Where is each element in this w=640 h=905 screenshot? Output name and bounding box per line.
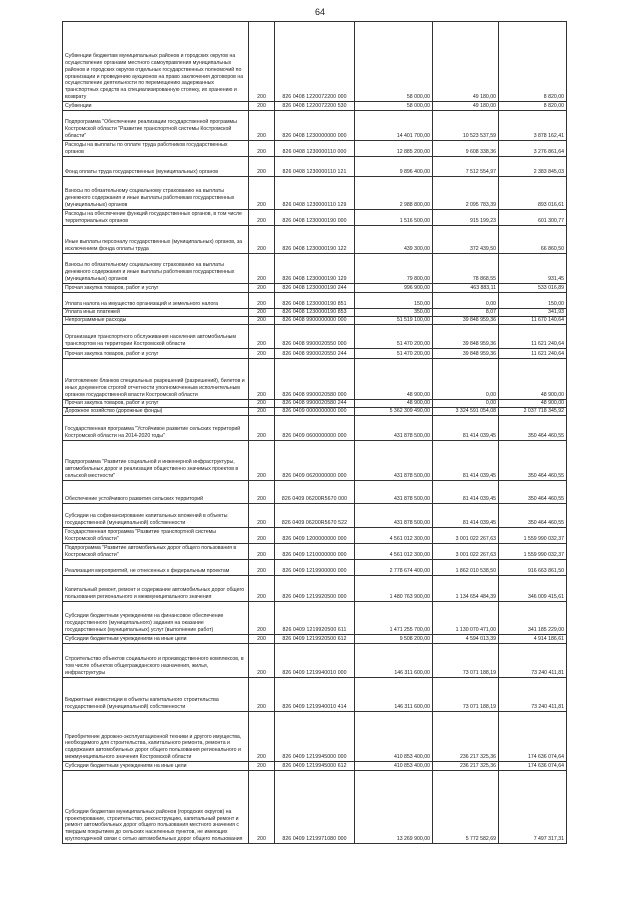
row-budget-code-cell: 826 0408 1230000190 244 [275, 284, 355, 293]
row-name-cell: Изготовление бланков специальных разрешений (разрешений), билетов и иных документов строгой отчетности уполномоченным исполнительным органом государственной власти Костромской области [63, 359, 249, 400]
row-line-code-cell: 200 [249, 309, 275, 317]
row-executed-cell: 9 608 338,36 [433, 141, 499, 157]
row-budget-code-cell: 826 0408 1230000110 121 [275, 157, 355, 177]
budget-table [62, 21, 567, 844]
table-row [63, 771, 567, 844]
row-approved-cell: 5 362 309 490,00 [355, 408, 433, 416]
row-approved-cell: 4 561 012 300,00 [355, 528, 433, 544]
row-budget-code-cell: 826 0409 1219920500 611 [275, 602, 355, 635]
row-unexecuted-cell: 2 037 718 345,92 [499, 408, 567, 416]
row-executed-cell: 3 001 022 267,63 [433, 544, 499, 560]
table-row [63, 635, 567, 644]
row-approved-cell: 410 853 400,00 [355, 712, 433, 762]
row-unexecuted-cell: 931,45 [499, 254, 567, 284]
row-budget-code-cell: 826 0409 0000000000 000 [275, 408, 355, 416]
row-executed-cell: 81 414 039,45 [433, 416, 499, 441]
table-row [63, 416, 567, 441]
row-line-code-cell: 200 [249, 602, 275, 635]
row-approved-cell: 9 896 400,00 [355, 157, 433, 177]
table-row [63, 111, 567, 141]
table-row [63, 141, 567, 157]
row-name-cell: Субсидии бюджетным учреждениям на иные цели [63, 635, 249, 644]
row-executed-cell: 5 772 582,69 [433, 771, 499, 844]
row-approved-cell: 13 269 900,00 [355, 771, 433, 844]
row-budget-code-cell: 826 0409 0600000000 000 [275, 416, 355, 441]
row-line-code-cell: 200 [249, 576, 275, 602]
row-name-cell: Взносы по обязательному социальному страхованию на выплаты денежного содержания и иные выплаты работникам государственных (муниципальных) органов [63, 177, 249, 210]
row-approved-cell: 48 900,00 [355, 400, 433, 408]
row-executed-cell: 49 180,00 [433, 22, 499, 102]
row-budget-code-cell: 826 0408 1220072200 530 [275, 102, 355, 111]
row-budget-code-cell: 826 0408 9900020550 000 [275, 325, 355, 349]
row-executed-cell: 73 071 188,19 [433, 678, 499, 712]
row-name-cell: Строительство объектов социального и производственного комплексов, в том числе объектов общегражданского назначения, жилья, инфраструктуры [63, 644, 249, 678]
table-row [63, 177, 567, 210]
row-budget-code-cell: 826 0409 0620000000 000 [275, 441, 355, 481]
row-line-code-cell: 200 [249, 408, 275, 416]
table-row [63, 359, 567, 400]
table-row [63, 157, 567, 177]
row-unexecuted-cell: 66 860,50 [499, 226, 567, 254]
table-row [63, 678, 567, 712]
row-name-cell: Субсидии на софинансирование капитальных вложений в объекты государственной (муниципальной) собственности [63, 504, 249, 528]
table-row [63, 284, 567, 293]
row-unexecuted-cell: 341,93 [499, 309, 567, 317]
row-line-code-cell: 200 [249, 102, 275, 111]
row-line-code-cell: 200 [249, 141, 275, 157]
row-budget-code-cell: 826 0408 9900020580 000 [275, 359, 355, 400]
row-approved-cell: 48 900,00 [355, 359, 433, 400]
row-approved-cell: 58 000,00 [355, 102, 433, 111]
table-row [63, 309, 567, 317]
row-name-cell: Подпрограмма "Развитие автомобильных дорог общего пользования в Костромской области" [63, 544, 249, 560]
row-executed-cell: 73 071 188,19 [433, 644, 499, 678]
row-unexecuted-cell: 150,00 [499, 293, 567, 309]
row-approved-cell: 431 878 500,00 [355, 416, 433, 441]
row-unexecuted-cell: 11 621 240,64 [499, 325, 567, 349]
row-approved-cell: 79 800,00 [355, 254, 433, 284]
row-name-cell: Непрограммные расходы [63, 317, 249, 325]
row-executed-cell: 236 217 325,36 [433, 712, 499, 762]
row-line-code-cell: 200 [249, 293, 275, 309]
row-executed-cell: 7 512 554,97 [433, 157, 499, 177]
row-executed-cell: 1 862 010 538,50 [433, 560, 499, 576]
row-executed-cell: 39 848 959,36 [433, 349, 499, 359]
row-approved-cell: 1 516 500,00 [355, 210, 433, 226]
row-unexecuted-cell: 3 276 861,64 [499, 141, 567, 157]
row-budget-code-cell: 826 0409 06200R5670 522 [275, 504, 355, 528]
row-unexecuted-cell: 601 300,77 [499, 210, 567, 226]
table-row [63, 293, 567, 309]
row-budget-code-cell: 826 0408 1230000190 129 [275, 254, 355, 284]
row-budget-code-cell: 826 0408 9900000000 000 [275, 317, 355, 325]
row-name-cell: Фонд оплаты труда государственных (муниципальных) органов [63, 157, 249, 177]
table-row [63, 644, 567, 678]
row-unexecuted-cell: 73 240 411,81 [499, 678, 567, 712]
row-approved-cell: 431 878 500,00 [355, 481, 433, 504]
row-executed-cell: 3 001 022 267,63 [433, 528, 499, 544]
table-row [63, 102, 567, 111]
row-executed-cell: 81 414 039,45 [433, 441, 499, 481]
row-executed-cell: 81 414 039,45 [433, 504, 499, 528]
row-line-code-cell: 200 [249, 441, 275, 481]
row-name-cell: Приобретение дорожно-эксплуатационной техники и другого имущества, необходимого для строительства, капитального ремонта, ремонта и содержания автомобильных дорог общего пользования регионального и межмуниципального значения Костромской области [63, 712, 249, 762]
table-row [63, 325, 567, 349]
row-budget-code-cell: 826 0408 9900020580 244 [275, 400, 355, 408]
row-budget-code-cell: 826 0408 1220072200 000 [275, 22, 355, 102]
table-row [63, 576, 567, 602]
row-unexecuted-cell: 916 663 861,50 [499, 560, 567, 576]
row-unexecuted-cell: 346 009 415,61 [499, 576, 567, 602]
table-row [63, 544, 567, 560]
row-approved-cell: 2 778 674 400,00 [355, 560, 433, 576]
table-row [63, 560, 567, 576]
row-budget-code-cell: 826 0408 1230000110 000 [275, 141, 355, 157]
row-executed-cell: 0,00 [433, 359, 499, 400]
row-budget-code-cell: 826 0409 1219940010 000 [275, 644, 355, 678]
row-executed-cell: 0,00 [433, 400, 499, 408]
row-approved-cell: 410 853 400,00 [355, 762, 433, 771]
row-budget-code-cell: 826 0409 06200R5670 000 [275, 481, 355, 504]
row-line-code-cell: 200 [249, 177, 275, 210]
row-executed-cell: 4 594 013,39 [433, 635, 499, 644]
row-name-cell: Государственная программа "Развитие транспортной системы Костромской области" [63, 528, 249, 544]
row-approved-cell: 1 480 763 900,00 [355, 576, 433, 602]
row-name-cell: Бюджетные инвестиции в объекты капитального строительства государственной (муниципальной) собственности [63, 678, 249, 712]
row-executed-cell: 49 180,00 [433, 102, 499, 111]
row-budget-code-cell: 826 0409 1219920500 612 [275, 635, 355, 644]
row-name-cell: Прочая закупка товаров, работ и услуг [63, 349, 249, 359]
row-budget-code-cell: 826 0409 1210000000 000 [275, 544, 355, 560]
row-approved-cell: 439 300,00 [355, 226, 433, 254]
row-line-code-cell: 200 [249, 504, 275, 528]
row-executed-cell: 10 523 537,59 [433, 111, 499, 141]
row-name-cell: Подпрограмма "Обеспечение реализации государственной программы Костромской области "Развитие транспортной системы Костромской области" [63, 111, 249, 141]
table-row [63, 441, 567, 481]
table-row [63, 712, 567, 762]
row-budget-code-cell: 826 0409 1200000000 000 [275, 528, 355, 544]
row-executed-cell: 372 439,50 [433, 226, 499, 254]
row-executed-cell: 463 883,11 [433, 284, 499, 293]
row-line-code-cell: 200 [249, 317, 275, 325]
row-budget-code-cell: 826 0408 1230000190 000 [275, 210, 355, 226]
row-unexecuted-cell: 11 670 140,64 [499, 317, 567, 325]
row-unexecuted-cell: 1 559 990 032,37 [499, 528, 567, 544]
row-unexecuted-cell: 48 900,00 [499, 359, 567, 400]
row-name-cell: Прочая закупка товаров, работ и услуг [63, 284, 249, 293]
row-line-code-cell: 200 [249, 678, 275, 712]
table-row [63, 349, 567, 359]
row-name-cell: Уплата налога на имущество организаций и земельного налога [63, 293, 249, 309]
table-row [63, 762, 567, 771]
row-line-code-cell: 200 [249, 210, 275, 226]
row-executed-cell: 78 868,55 [433, 254, 499, 284]
row-unexecuted-cell: 3 878 162,41 [499, 111, 567, 141]
row-approved-cell: 350,00 [355, 309, 433, 317]
table-row [63, 481, 567, 504]
row-line-code-cell: 200 [249, 544, 275, 560]
row-name-cell: Реализация мероприятий, не отнесенных к федеральным проектам [63, 560, 249, 576]
row-unexecuted-cell: 11 621 240,64 [499, 349, 567, 359]
row-approved-cell: 2 988 800,00 [355, 177, 433, 210]
row-budget-code-cell: 826 0409 1219940010 414 [275, 678, 355, 712]
row-budget-code-cell: 826 0408 1230000000 000 [275, 111, 355, 141]
row-approved-cell: 146 311 600,00 [355, 644, 433, 678]
row-approved-cell: 4 561 012 300,00 [355, 544, 433, 560]
row-line-code-cell: 200 [249, 481, 275, 504]
row-approved-cell: 1 471 255 700,00 [355, 602, 433, 635]
row-approved-cell: 58 000,00 [355, 22, 433, 102]
table-row [63, 254, 567, 284]
row-executed-cell: 39 848 959,36 [433, 325, 499, 349]
row-line-code-cell: 200 [249, 111, 275, 141]
row-line-code-cell: 200 [249, 560, 275, 576]
row-line-code-cell: 200 [249, 284, 275, 293]
row-approved-cell: 51 470 200,00 [355, 325, 433, 349]
row-executed-cell: 81 414 039,45 [433, 481, 499, 504]
row-approved-cell: 51 470 200,00 [355, 349, 433, 359]
row-unexecuted-cell: 1 559 990 032,37 [499, 544, 567, 560]
row-name-cell: Субсидии бюджетам муниципальных районов (городских округов) на проектирование, строительство, реконструкцию, капитальный ремонт и ремонт автомобильных дорог общего пользования местного значения с твердым покрытием до сельских населенных пунктов, не имеющих круглогодичной связи с сетью автомобильных дорог общего пользования [63, 771, 249, 844]
budget-table-body [63, 22, 567, 844]
row-line-code-cell: 200 [249, 22, 275, 102]
row-unexecuted-cell: 893 016,61 [499, 177, 567, 210]
row-name-cell: Прочая закупка товаров, работ и услуг [63, 400, 249, 408]
row-executed-cell: 39 848 959,36 [433, 317, 499, 325]
row-line-code-cell: 200 [249, 226, 275, 254]
row-unexecuted-cell: 8 820,00 [499, 102, 567, 111]
row-executed-cell: 8,07 [433, 309, 499, 317]
row-unexecuted-cell: 8 820,00 [499, 22, 567, 102]
row-line-code-cell: 200 [249, 712, 275, 762]
row-executed-cell: 0,00 [433, 293, 499, 309]
row-line-code-cell: 200 [249, 157, 275, 177]
row-unexecuted-cell: 350 464 460,55 [499, 416, 567, 441]
row-unexecuted-cell: 350 464 460,55 [499, 481, 567, 504]
row-executed-cell: 1 134 654 484,39 [433, 576, 499, 602]
row-name-cell: Расходы на обеспечение функций государственных органов, в том числе территориальных органов [63, 210, 249, 226]
row-approved-cell: 150,00 [355, 293, 433, 309]
row-approved-cell: 14 401 700,00 [355, 111, 433, 141]
row-budget-code-cell: 826 0409 1219920500 000 [275, 576, 355, 602]
row-name-cell: Капитальный ремонт, ремонт и содержание автомобильных дорог общего пользования регионального и межмуниципального значения [63, 576, 249, 602]
row-line-code-cell: 200 [249, 771, 275, 844]
row-executed-cell: 3 324 591 054,08 [433, 408, 499, 416]
row-approved-cell: 431 878 500,00 [355, 504, 433, 528]
row-line-code-cell: 200 [249, 254, 275, 284]
row-budget-code-cell: 826 0408 9900020550 244 [275, 349, 355, 359]
row-name-cell: Уплата иных платежей [63, 309, 249, 317]
row-unexecuted-cell: 2 383 845,03 [499, 157, 567, 177]
row-unexecuted-cell: 174 636 074,64 [499, 712, 567, 762]
row-line-code-cell: 200 [249, 528, 275, 544]
row-executed-cell: 1 130 070 471,00 [433, 602, 499, 635]
row-executed-cell: 915 199,23 [433, 210, 499, 226]
row-approved-cell: 431 878 500,00 [355, 441, 433, 481]
row-budget-code-cell: 826 0408 1230000190 853 [275, 309, 355, 317]
row-budget-code-cell: 826 0408 1230000190 122 [275, 226, 355, 254]
row-unexecuted-cell: 350 464 460,55 [499, 441, 567, 481]
row-name-cell: Иные выплаты персоналу государственных (муниципальных) органов, за исключением фонда оплаты труда [63, 226, 249, 254]
row-budget-code-cell: 826 0409 1219900000 000 [275, 560, 355, 576]
row-approved-cell: 51 519 100,00 [355, 317, 433, 325]
row-budget-code-cell: 826 0409 1219945000 000 [275, 712, 355, 762]
row-unexecuted-cell: 350 464 460,55 [499, 504, 567, 528]
row-name-cell: Субсидии бюджетным учреждениям на иные цели [63, 762, 249, 771]
row-name-cell: Взносы по обязательному социальному страхованию на выплаты денежного содержания и иные выплаты работникам государственных (муниципальных) органов [63, 254, 249, 284]
row-name-cell: Обеспечение устойчивого развития сельских территорий [63, 481, 249, 504]
table-row [63, 408, 567, 416]
row-name-cell: Дорожное хозяйство (дорожные фонды) [63, 408, 249, 416]
row-line-code-cell: 200 [249, 359, 275, 400]
row-line-code-cell: 200 [249, 635, 275, 644]
row-name-cell: Организация транспортного обслуживания населения автомобильным транспортом на территории Костромской области [63, 325, 249, 349]
row-approved-cell: 146 311 600,00 [355, 678, 433, 712]
table-row [63, 22, 567, 102]
row-unexecuted-cell: 7 497 317,31 [499, 771, 567, 844]
row-unexecuted-cell: 174 636 074,64 [499, 762, 567, 771]
row-line-code-cell: 200 [249, 762, 275, 771]
row-line-code-cell: 200 [249, 416, 275, 441]
table-row [63, 504, 567, 528]
row-unexecuted-cell: 48 900,00 [499, 400, 567, 408]
row-line-code-cell: 200 [249, 325, 275, 349]
table-row [63, 210, 567, 226]
table-row [63, 317, 567, 325]
row-line-code-cell: 200 [249, 349, 275, 359]
row-budget-code-cell: 826 0409 1219971080 000 [275, 771, 355, 844]
row-approved-cell: 9 508 200,00 [355, 635, 433, 644]
row-budget-code-cell: 826 0408 1230000190 851 [275, 293, 355, 309]
row-approved-cell: 996 900,00 [355, 284, 433, 293]
row-executed-cell: 236 217 325,36 [433, 762, 499, 771]
table-row [63, 602, 567, 635]
table-row [63, 400, 567, 408]
row-budget-code-cell: 826 0408 1230000110 129 [275, 177, 355, 210]
row-name-cell: Подпрограмма "Развитие социальной и инженерной инфраструктуры, автомобильных дорог и реализация общественно значимых проектов в сельской местности" [63, 441, 249, 481]
row-line-code-cell: 200 [249, 400, 275, 408]
row-unexecuted-cell: 533 016,89 [499, 284, 567, 293]
table-row [63, 226, 567, 254]
row-budget-code-cell: 826 0409 1219945000 612 [275, 762, 355, 771]
row-executed-cell: 2 095 783,39 [433, 177, 499, 210]
row-name-cell: Субсидии бюджетным учреждениям на финансовое обеспечение государственного (муниципального) задания на оказание государственных (муниципальных) услуг (выполнение работ) [63, 602, 249, 635]
table-row [63, 528, 567, 544]
row-unexecuted-cell: 73 240 411,81 [499, 644, 567, 678]
row-name-cell: Субвенции [63, 102, 249, 111]
page-number: 64 [314, 7, 325, 17]
row-name-cell: Субвенции бюджетам муниципальных районов и городских округов на осуществление органами местного самоуправления муниципальных районов и городских округов отдельных государственных полномочий по организации и проведению аукционов на право заключения договоров на осуществление деятельности по перемещению задержанных транспортных средств на специализированную стоянку, их хранению и возврату [63, 22, 249, 102]
row-approved-cell: 12 885 200,00 [355, 141, 433, 157]
row-unexecuted-cell: 341 185 229,00 [499, 602, 567, 635]
row-name-cell: Государственная программа "Устойчивое развитие сельских территорий Костромской области на 2014-2020 годы" [63, 416, 249, 441]
row-line-code-cell: 200 [249, 644, 275, 678]
row-unexecuted-cell: 4 914 186,61 [499, 635, 567, 644]
row-name-cell: Расходы на выплаты по оплате труда работников государственных органов [63, 141, 249, 157]
